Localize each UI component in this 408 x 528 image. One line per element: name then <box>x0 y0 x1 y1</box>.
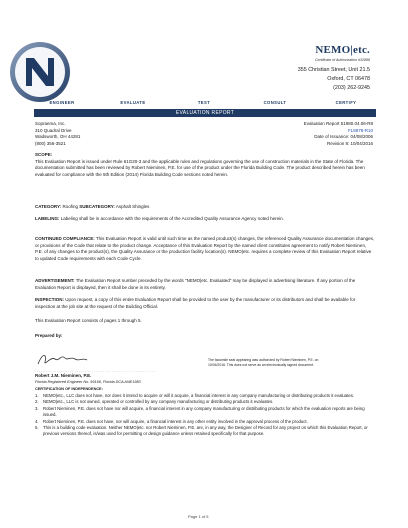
labeling-text: Labeling shall be in accordance with the requirements of the Accredited Quality Assurance Agency noted herein. <box>60 216 284 221</box>
seal-note: The facsimile seal appearing was authorized by Robert Nieminen, P.E. on 10/04/2016. This does not serve as an electronically signed document. <box>208 358 319 367</box>
client-block <box>35 121 80 147</box>
continued-text: This Evaluation Report is valid until such time as the named product(s) changes, the referenced Quality Assurance documentation changes, or provisions of the Code that relate to the product change. Acceptance of this Evaluation Report by the named client constitutes agreement to notify Robert Nieminen, P.E. of any changes to the product(s), the Quality Assurance or the production facility location(s). NEMO|etc. requires a complete review of this Evaluation Report relative to updated Code requirements with each Code Cycle. <box>35 236 375 261</box>
service-nav <box>34 100 374 107</box>
continued-label: CONTINUED COMPLIANCE: <box>35 236 95 241</box>
report-number: Evaluation Report 51980.04.06-R8 <box>303 121 373 126</box>
advertisement-text: The Evaluation Report number preceded by the words "NEMO|etc. Evaluated" may be displayed in advertising literature. If any portion of the Evaluation Report is displayed, then it shall be done in its entirety. <box>35 278 356 290</box>
client-city: Wadsworth, OH 44281 <box>35 134 81 140</box>
inspection-label: INSPECTION: <box>35 297 65 302</box>
client-name: Sopraema, Inc. <box>35 121 66 126</box>
client-phone: (800) 356-3521 <box>35 140 66 146</box>
nav-engineer: ENGINEER <box>49 100 75 105</box>
nav-consult: CONSULT <box>263 100 287 105</box>
client-street: 310 Quadral Drive <box>35 127 72 133</box>
nemo-logo-icon <box>8 40 72 104</box>
nav-test: TEST <box>197 100 211 105</box>
company-address <box>298 66 370 92</box>
page-footer: Page 1 of 5 <box>188 514 209 519</box>
inspection-text: Upon request, a copy of this entire Evaluation Report shall be provided to the user by the manufacturer or its distributors and shall be available for inspection at the job site at the request of the Building Official. <box>35 297 356 309</box>
list-item: 3. Robert Nieminen, P.E. does not have nor will acquire, a financial interest in any company manufacturing or distributing products for which the evaluation reports are being issued. <box>35 405 365 418</box>
revision-date: Revision 8: 10/04/2016 <box>326 140 373 146</box>
report-banner: EVALUATION REPORT <box>34 109 376 117</box>
labeling-label: LABELING: <box>35 216 60 221</box>
signature-image <box>35 350 105 368</box>
subcategory-value: Asphalt Shingles <box>115 204 150 209</box>
nav-certify: CERTIFY <box>335 100 357 105</box>
engineer-name: Robert J.M. Nieminen, P.E. <box>35 373 92 378</box>
disclosure-title: CERTIFICATION OF INDEPENDENCE: <box>35 387 103 391</box>
page-count-note: This Evaluation Report consists of pages 1 through 5. <box>35 318 142 323</box>
list-item: 1. NEMO|etc., LLC does not have, nor does it intend to acquire or will it acquire, a financial interest in any company manufacturing or distributing products it evaluates. <box>35 393 355 398</box>
engineer-license: Florida Registered Engineer No. 59166, Florida DCA ANE1983 <box>35 380 141 384</box>
prepared-by-label: Prepared by: <box>35 333 63 338</box>
scope-label: SCOPE: <box>35 152 53 157</box>
labeling-section <box>35 216 375 223</box>
signature-line: ·································································· <box>35 369 156 374</box>
list-item: 5. This is a building code evaluation. Neither NEMO|etc. nor Robert Nieminen, P.E. are, in any way, the Designer of Record for any project on which this Evaluation Report, or previous versions thereof, is/was used for permitting or design guidance unless retained specifically for that purpose. <box>35 425 368 437</box>
advertisement-label: ADVERTISEMENT: <box>35 278 75 283</box>
nav-evaluate: EVALUATE <box>120 100 146 105</box>
address-line: (203) 262-9245 <box>333 84 370 91</box>
category-label: CATEGORY: <box>35 204 62 209</box>
continued-compliance-section <box>35 236 375 262</box>
fl-number: FL8878-R10 <box>347 127 373 133</box>
disclosure-list <box>35 393 375 438</box>
report-meta <box>304 121 373 147</box>
address-line: 355 Christian Street, Unit 21.5 <box>297 67 370 73</box>
address-line: Oxford, CT 06478 <box>327 75 370 82</box>
scope-text: This Evaluation Report is issued under Rule 61G20-3 and the applicable rules and regulations governing the use of construction materials in the State of Florida. The documentation submitted has been reviewed by Robert Nieminen, P.E. for use of the product under the Florida Building Code. The product described herein has been evaluated for compliance with the 5th Edition (2014) Florida Building Code sections noted herein. <box>35 158 365 177</box>
brand-certificate: Certificate of Authorization #32888 <box>314 58 370 62</box>
advertisement-section <box>35 278 375 291</box>
scope-section <box>35 152 375 178</box>
issue-date: Date of Issuance: 04/08/2006 <box>314 134 373 140</box>
category-line <box>35 204 375 211</box>
inspection-section <box>35 297 375 310</box>
subcategory-label: SUBCATEGORY: <box>79 204 115 209</box>
brand-name: NEMO|etc. <box>315 44 370 56</box>
list-item: 2. NEMO|etc., LLC is not owned, operated or controlled by any company manufacturing or distributing products it evaluates. <box>35 399 274 405</box>
list-item: 4. Robert Nieminen, P.E. does not have, nor will acquire, a financial interest in any other entity involved in the approval process of the product. <box>35 418 308 424</box>
category-value: Roofing <box>62 204 78 209</box>
